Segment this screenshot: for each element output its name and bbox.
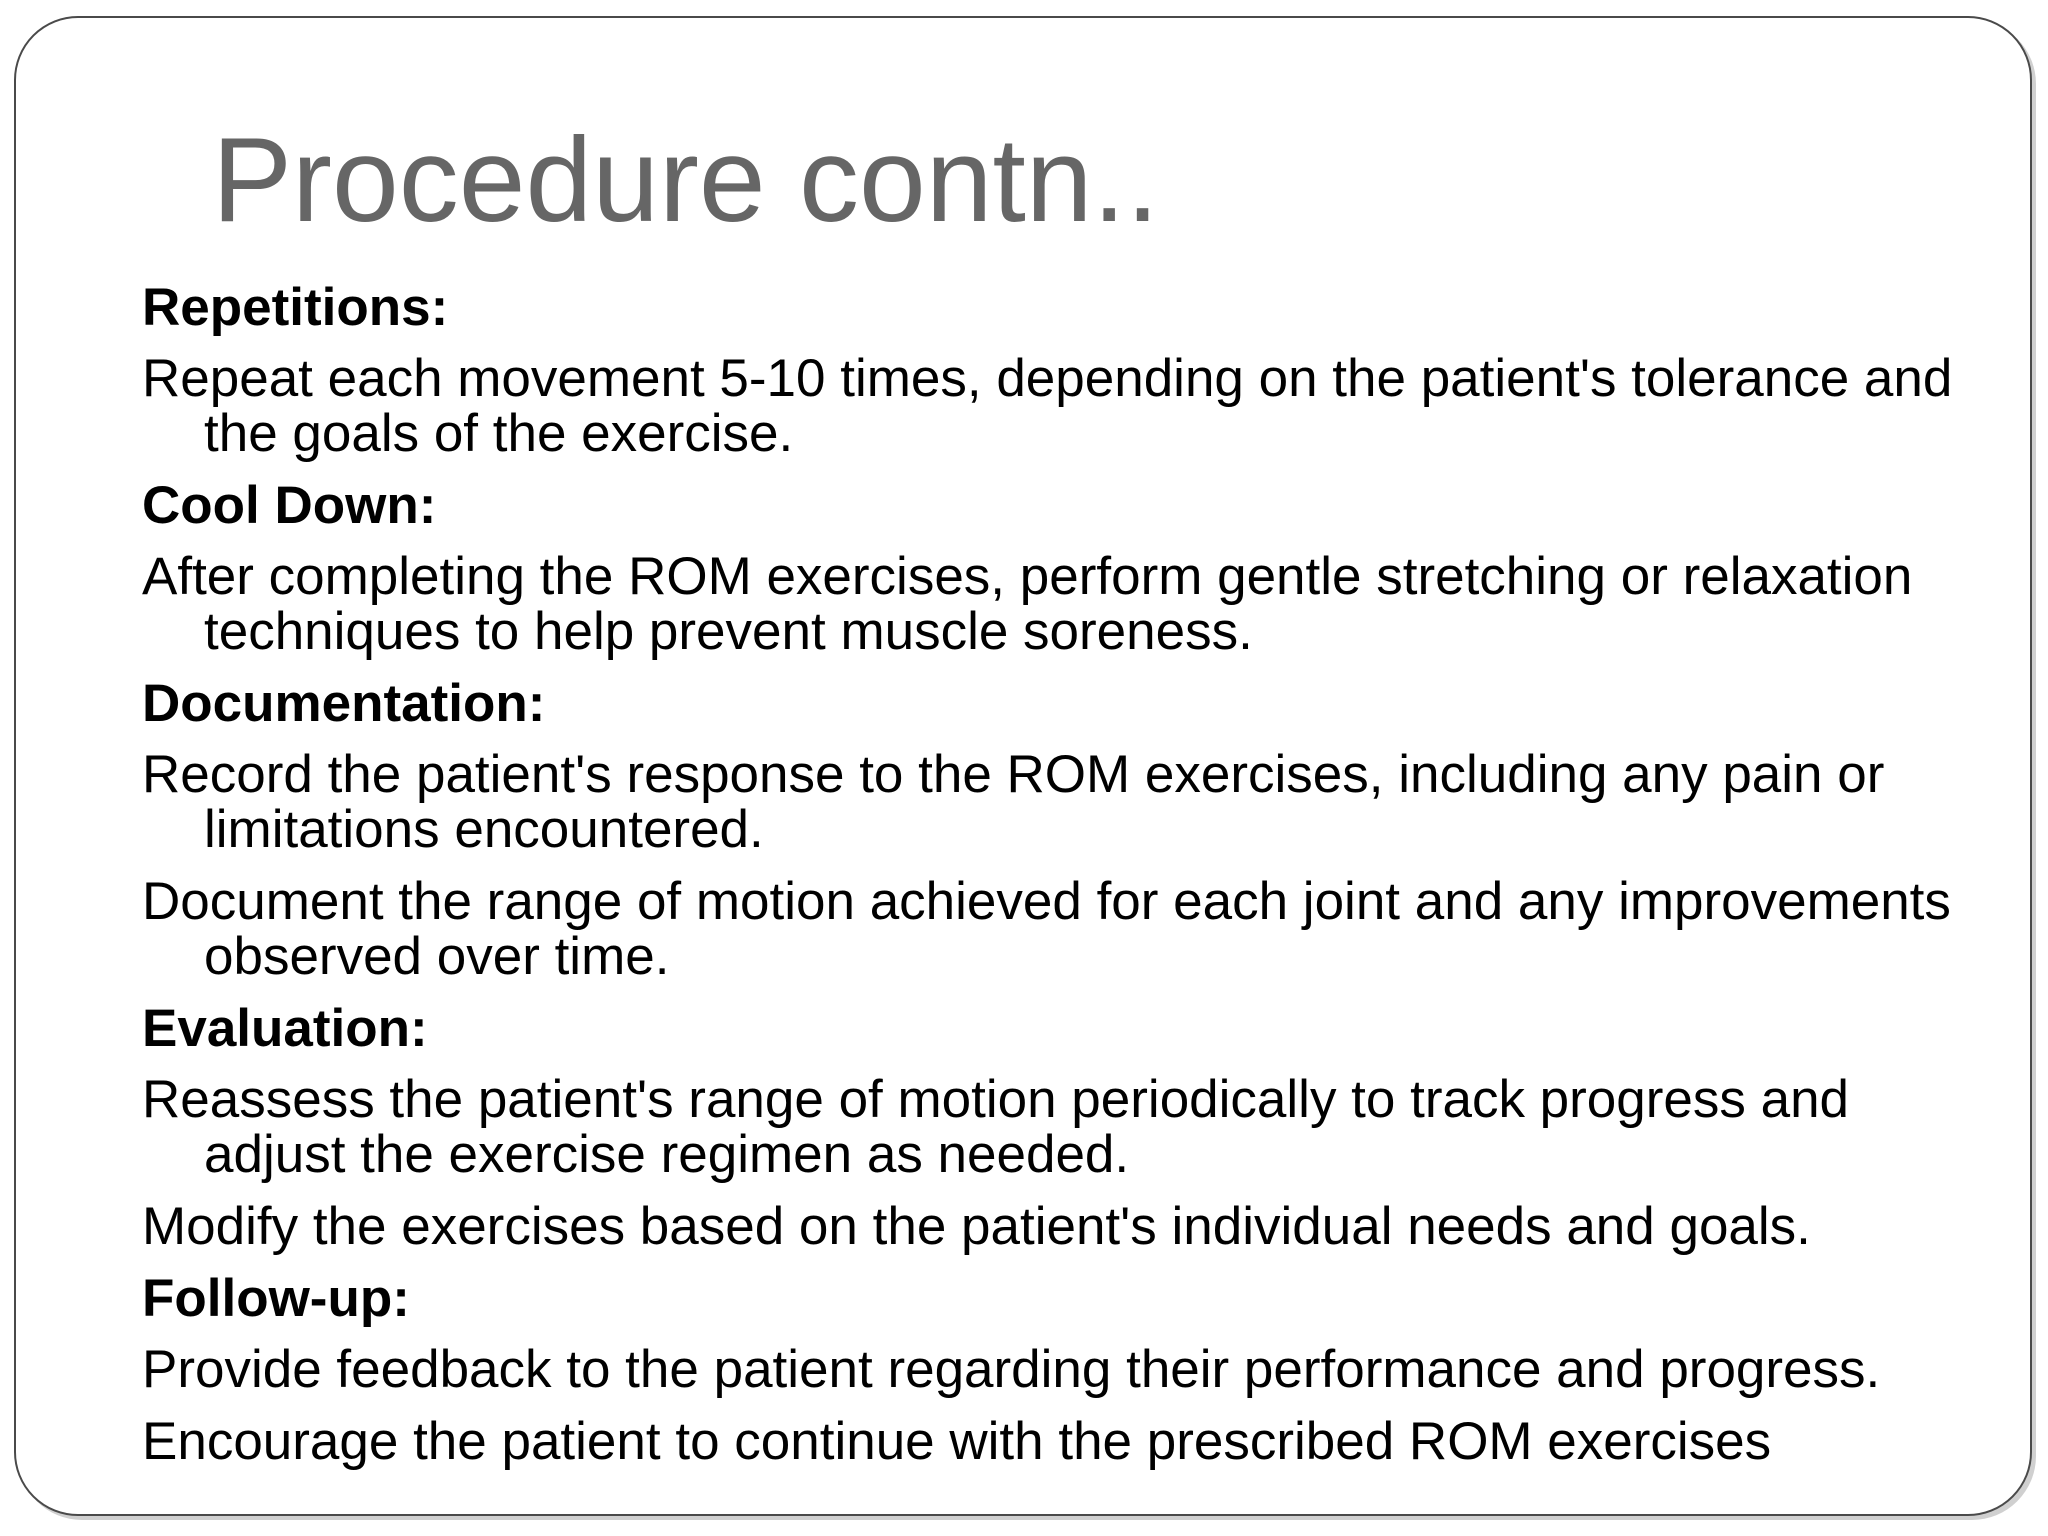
section-paragraph: Reassess the patient's range of motion periodically to track progress and adjust the exercise regimen as needed. [142, 1070, 1850, 1184]
slide-frame [14, 16, 2032, 1516]
section-heading-documentation: Documentation: [142, 674, 546, 733]
section-paragraph: Record the patient's response to the ROM exercises, including any pain or limitations encountered. [142, 745, 1885, 859]
section-paragraph: After completing the ROM exercises, perform gentle stretching or relaxation techniques to help prevent muscle soreness. [142, 547, 1913, 661]
slide-body [142, 280, 2002, 1486]
section-heading-follow-up: Follow-up: [142, 1269, 410, 1328]
slide-title: Procedure contn.. [212, 113, 1160, 247]
section-paragraph: Modify the exercises based on the patient's individual needs and goals. [142, 1197, 1811, 1256]
section-paragraph: Encourage the patient to continue with the prescribed ROM exercises [142, 1412, 1772, 1471]
section-paragraph: Document the range of motion achieved for each joint and any improvements observed over time. [142, 872, 1951, 986]
section-paragraph: Repeat each movement 5-10 times, depending on the patient's tolerance and the goals of the exercise. [142, 349, 1953, 463]
section-heading-repetitions: Repetitions: [142, 278, 449, 337]
section-heading-evaluation: Evaluation: [142, 999, 428, 1058]
section-heading-cool-down: Cool Down: [142, 476, 437, 535]
section-paragraph: Provide feedback to the patient regarding their performance and progress. [142, 1340, 1881, 1399]
